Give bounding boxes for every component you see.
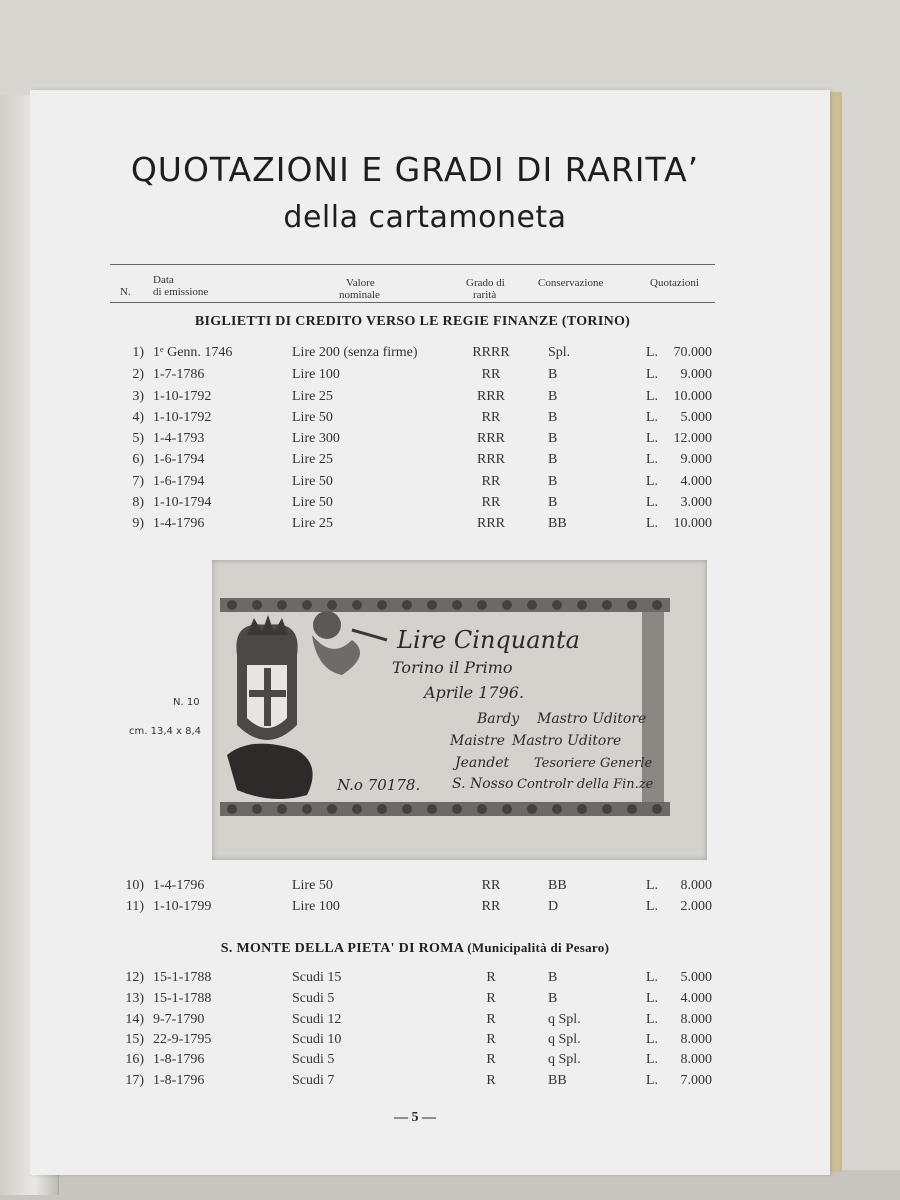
currency-cell: L. [646, 1052, 659, 1067]
table-row [0, 1052, 830, 1072]
value-cell: Lire 50 [292, 495, 333, 510]
date-cell: 9-7-1790 [153, 1012, 205, 1027]
cherub-icon [312, 611, 387, 675]
figure-size: cm. 13,4 x 8,4 [129, 726, 202, 737]
condition-cell: B [548, 452, 558, 467]
quotation-cell: 5.000 [680, 970, 712, 985]
banknote-serial: N.o 70178. [337, 776, 421, 794]
signature-1: Bardy [477, 711, 520, 727]
currency-cell: L. [646, 345, 659, 360]
row-number: 12) [125, 970, 144, 985]
signature-2: Maistre [450, 733, 505, 749]
value-cell: Lire 100 [292, 899, 340, 914]
currency-cell: L. [646, 452, 659, 467]
figure-label: N. 10 [173, 697, 200, 708]
section-title-roma [120, 940, 710, 957]
page-title: QUOTAZIONI E GRADI DI RARITA’ [130, 150, 700, 189]
row-number: 8) [132, 495, 144, 510]
rarity-cell: RRR [476, 431, 505, 446]
header-bottom-rule [110, 302, 715, 303]
currency-cell: L. [646, 474, 659, 489]
date-cell: 1-4-1793 [153, 431, 205, 446]
section-title-torino: BIGLIETTI DI CREDITO VERSO LE REGIE FINANZE (TORINO) [194, 314, 631, 329]
row-number: 1) [132, 345, 144, 360]
condition-cell: B [548, 410, 558, 425]
script-role-1: Mastro Uditore [537, 711, 647, 727]
table-row [0, 474, 830, 494]
row-number: 2) [132, 367, 144, 382]
savoy-coat-of-arms-icon [227, 615, 313, 799]
quotation-cell: 8.000 [680, 1032, 712, 1047]
quotation-cell: 8.000 [680, 1012, 712, 1027]
condition-cell: BB [548, 1073, 567, 1088]
condition-cell: B [548, 367, 558, 382]
header-data-1: Data [153, 274, 174, 286]
condition-cell: D [548, 899, 559, 914]
rarity-cell: RR [481, 878, 501, 893]
script-role-3: Tesoriere Generle [534, 756, 653, 771]
table-row [0, 899, 830, 919]
section-title-roma-main: S. MONTE DELLA PIETA' DI ROMA [220, 941, 464, 956]
currency-cell: L. [646, 878, 659, 893]
section-title-roma-sub: (Municipalità di Pesaro) [467, 940, 610, 955]
quotation-cell: 10.000 [673, 389, 712, 404]
quotation-cell: 5.000 [680, 410, 712, 425]
date-cell: 1-4-1796 [153, 878, 205, 893]
script-role-2: Mastro Uditore [512, 733, 622, 749]
rarity-cell: RRR [476, 452, 505, 467]
currency-cell: L. [646, 1073, 659, 1088]
rarity-cell: R [486, 970, 496, 985]
script-date: Aprile 1796. [424, 683, 525, 702]
page-subtitle: della cartamoneta [283, 200, 567, 235]
row-number: 6) [132, 452, 144, 467]
currency-cell: L. [646, 389, 659, 404]
rarity-cell: RRR [476, 389, 505, 404]
quotation-cell: 10.000 [673, 516, 712, 531]
value-cell: Lire 50 [292, 410, 333, 425]
signature-4: S. Nosso [452, 776, 514, 792]
script-role-4: Controlr della Fin.ze [517, 777, 654, 792]
rarity-cell: RR [481, 495, 501, 510]
table-row [0, 1012, 830, 1032]
table-row [0, 1073, 830, 1093]
date-cell: 1-10-1792 [153, 389, 212, 404]
condition-cell: B [548, 431, 558, 446]
date-cell: 1-8-1796 [153, 1052, 205, 1067]
quotation-cell: 4.000 [680, 991, 712, 1006]
header-data-2: di emissione [153, 286, 209, 298]
value-cell: Lire 300 [292, 431, 340, 446]
rarity-cell: R [486, 1032, 496, 1047]
table-row [0, 410, 830, 430]
table-row [0, 345, 830, 365]
row-number: 7) [132, 474, 144, 489]
value-cell: Scudi 15 [292, 970, 342, 985]
header-grado-1: Grado di [466, 277, 505, 289]
banknote-script [336, 626, 654, 794]
quotation-cell: 70.000 [673, 345, 712, 360]
rarity-cell: R [486, 1073, 496, 1088]
condition-cell: BB [548, 516, 567, 531]
table-row [0, 878, 830, 898]
value-cell: Lire 200 (senza firme) [292, 345, 418, 360]
value-cell: Lire 50 [292, 878, 333, 893]
value-cell: Scudi 5 [292, 1052, 335, 1067]
condition-cell: BB [548, 878, 567, 893]
table-row [0, 389, 830, 409]
rarity-cell: RR [481, 410, 501, 425]
currency-cell: L. [646, 899, 659, 914]
row-number: 15) [125, 1032, 144, 1047]
quotation-cell: 9.000 [680, 452, 712, 467]
value-cell: Scudi 12 [292, 1012, 342, 1027]
rarity-cell: RR [481, 474, 501, 489]
currency-cell: L. [646, 367, 659, 382]
date-cell: 1-7-1786 [153, 367, 205, 382]
table-row [0, 1032, 830, 1052]
signature-3: Jeandet [455, 755, 510, 771]
quotation-cell: 8.000 [680, 878, 712, 893]
quotation-cell: 8.000 [680, 1052, 712, 1067]
row-number: 13) [125, 991, 144, 1006]
page-number: — 5 — [394, 1110, 436, 1125]
header-quotazioni: Quotazioni [650, 277, 699, 289]
header-valore-1: Valore [346, 277, 375, 289]
value-cell: Lire 25 [292, 389, 333, 404]
header-valore-2: nominale [339, 289, 380, 301]
condition-cell: q Spl. [548, 1052, 581, 1067]
date-cell: 1-6-1794 [153, 474, 205, 489]
rarity-cell: RR [481, 899, 501, 914]
quotation-cell: 7.000 [680, 1073, 712, 1088]
header-conservazione: Conservazione [538, 277, 604, 289]
currency-cell: L. [646, 1032, 659, 1047]
value-cell: Lire 25 [292, 452, 333, 467]
row-number: 5) [132, 431, 144, 446]
rarity-cell: R [486, 991, 496, 1006]
table-row [0, 367, 830, 387]
condition-cell: B [548, 474, 558, 489]
quotation-cell: 9.000 [680, 367, 712, 382]
condition-cell: B [548, 495, 558, 510]
rarity-cell: R [486, 1052, 496, 1067]
date-cell: 1-10-1794 [153, 495, 212, 510]
banknote-illustration [212, 560, 707, 860]
date-cell: 1-4-1796 [153, 516, 205, 531]
row-number: 3) [132, 389, 144, 404]
quotation-cell: 2.000 [680, 899, 712, 914]
border-right [642, 612, 664, 802]
date-cell: 1ᵉ Genn. 1746 [153, 345, 233, 360]
currency-cell: L. [646, 495, 659, 510]
date-cell: 22-9-1795 [153, 1032, 212, 1047]
currency-cell: L. [646, 991, 659, 1006]
table-row [0, 452, 830, 472]
script-torino: Torino il Primo [392, 658, 513, 677]
row-number: 14) [125, 1012, 144, 1027]
currency-cell: L. [646, 410, 659, 425]
condition-cell: B [548, 389, 558, 404]
currency-cell: L. [646, 431, 659, 446]
value-cell: Scudi 10 [292, 1032, 342, 1047]
table-row [0, 495, 830, 515]
currency-cell: L. [646, 516, 659, 531]
date-cell: 1-10-1792 [153, 410, 212, 425]
rarity-cell: R [486, 1012, 496, 1027]
value-cell: Scudi 5 [292, 991, 335, 1006]
value-cell: Scudi 7 [292, 1073, 335, 1088]
header-top-rule [110, 264, 715, 265]
condition-cell: Spl. [548, 345, 571, 360]
row-number: 9) [132, 516, 144, 531]
value-cell: Lire 100 [292, 367, 340, 382]
currency-cell: L. [646, 1012, 659, 1027]
row-number: 17) [125, 1073, 144, 1088]
table-row [0, 516, 830, 536]
script-lire-cinquanta: Lire Cinquanta [397, 626, 580, 654]
rarity-cell: RRR [476, 516, 505, 531]
condition-cell: B [548, 991, 558, 1006]
banknote-image [212, 560, 707, 860]
row-number: 4) [132, 410, 144, 425]
value-cell: Lire 50 [292, 474, 333, 489]
quotation-cell: 3.000 [680, 495, 712, 510]
date-cell: 15-1-1788 [153, 991, 212, 1006]
row-number: 11) [125, 899, 144, 914]
header-n: N. [120, 286, 131, 298]
condition-cell: q Spl. [548, 1012, 581, 1027]
rarity-cell: RRRR [472, 345, 510, 360]
date-cell: 1-6-1794 [153, 452, 205, 467]
table-row [0, 431, 830, 451]
header-grado-2: rarità [473, 289, 497, 301]
condition-cell: B [548, 970, 558, 985]
currency-cell: L. [646, 970, 659, 985]
date-cell: 1-10-1799 [153, 899, 212, 914]
row-number: 16) [125, 1052, 144, 1067]
condition-cell: q Spl. [548, 1032, 581, 1047]
table-row [0, 991, 830, 1011]
table-row [0, 970, 830, 990]
date-cell: 1-8-1796 [153, 1073, 205, 1088]
row-number: 10) [125, 878, 144, 893]
quotation-cell: 4.000 [680, 474, 712, 489]
rarity-cell: RR [481, 367, 501, 382]
quotation-cell: 12.000 [673, 431, 712, 446]
date-cell: 15-1-1788 [153, 970, 212, 985]
value-cell: Lire 25 [292, 516, 333, 531]
